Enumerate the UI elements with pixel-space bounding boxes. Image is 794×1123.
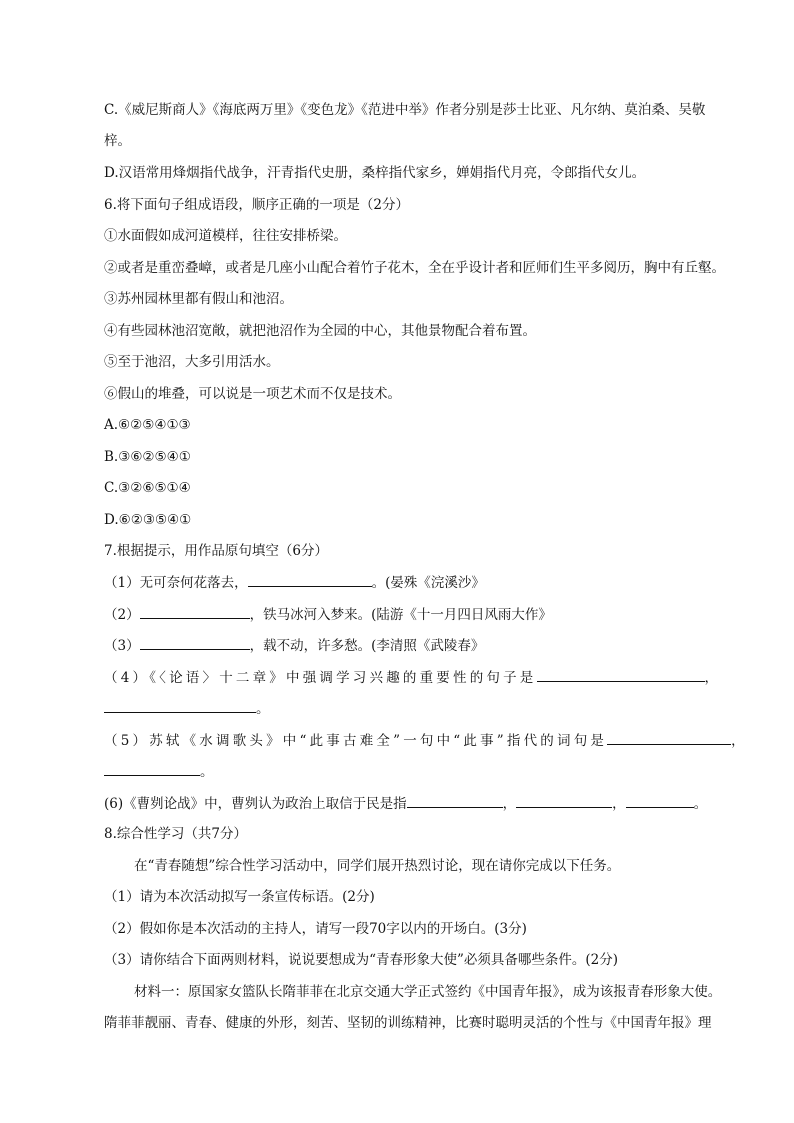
q7-item-5-comma: ， bbox=[731, 733, 748, 749]
q7-item-4-continued bbox=[104, 698, 270, 719]
q7-item-4 bbox=[104, 667, 721, 688]
q7-item-6-blank-1[interactable] bbox=[407, 793, 503, 808]
q8-task-1: （1）请为本次活动拟写一条宣传标语。(2分) bbox=[104, 889, 375, 905]
q7-item-5-blank-1[interactable] bbox=[607, 730, 731, 745]
q7-item-2-prefix: （2） bbox=[104, 607, 140, 623]
q7-item-5-continued bbox=[104, 761, 214, 782]
q7-item-6-blank-2[interactable] bbox=[516, 793, 612, 808]
q8-title: 8.综合性学习（共7分） bbox=[104, 826, 247, 842]
q8-material-1-line2: 隋菲菲靓丽、青春、健康的外形，刻苦、坚韧的训练精神，比赛时聪明灵活的个性与《中国青年报》理 bbox=[104, 1015, 712, 1031]
q6-option-d: D.⑥②③⑤④① bbox=[104, 512, 192, 528]
q6-option-b: B.③⑥②⑤④① bbox=[104, 449, 191, 465]
q7-item-6-sep-1: ， bbox=[502, 796, 517, 812]
q7-item-6-sep-2: ， bbox=[612, 796, 626, 812]
q7-item-5-end: 。 bbox=[200, 764, 214, 780]
q7-item-1-prefix: （1）无可奈何花落去， bbox=[104, 575, 248, 591]
q7-item-4-end: 。 bbox=[256, 701, 270, 717]
q7-item-6 bbox=[104, 793, 707, 814]
q5-option-c-line2: 梓。 bbox=[104, 133, 131, 149]
q5-option-d: D.汉语常用烽烟指代战争，汗青指代史册，桑梓指代家乡，婵娟指代月亮，令郎指代女儿。 bbox=[104, 165, 646, 181]
q7-item-4-blank-2[interactable] bbox=[104, 698, 256, 713]
q8-intro: 在“青春随想”综合性学习活动中，同学们展开热烈讨论，现在请你完成以下任务。 bbox=[134, 858, 621, 874]
q7-item-3 bbox=[104, 635, 484, 656]
q7-item-2-suffix: ，铁马冰河入梦来。(陆游《十一月四日风雨大作》 bbox=[249, 607, 552, 623]
q8-task-3: （3）请你结合下面两则材料，说说要想成为“青春形象大使”必须具备哪些条件。(2分) bbox=[104, 952, 619, 968]
q7-item-5-blank-2[interactable] bbox=[104, 761, 200, 776]
q7-item-6-blank-3[interactable] bbox=[626, 793, 694, 808]
q5-option-c-line1: C.《威尼斯商人》《海底两万里》《变色龙》《范进中举》作者分别是莎士比亚、凡尔纳、莫泊桑、吴敬 bbox=[104, 102, 706, 118]
q6-sentence-3: ③苏州园林里都有假山和池沼。 bbox=[104, 291, 293, 307]
q6-sentence-5: ⑤至于池沼，大多引用活水。 bbox=[104, 354, 280, 370]
q6-sentence-6: ⑥假山的堆叠，可以说是一项艺术而不仅是技术。 bbox=[104, 386, 401, 402]
q6-sentence-2: ②或者是重峦叠嶂，或者是几座小山配合着竹子花木，全在乎设计者和匠师们生平多阅历，胸中有丘壑。 bbox=[104, 260, 725, 276]
q7-item-5 bbox=[104, 730, 748, 751]
q7-item-5-prefix: （5）苏轼《水调歌头》中“此事古难全”一句中“此事”指代的词句是 bbox=[104, 733, 608, 749]
q7-item-1-blank[interactable] bbox=[248, 572, 372, 587]
q6-sentence-4: ④有些园林池沼宽敞，就把池沼作为全园的中心，其他景物配合着布置。 bbox=[104, 323, 536, 339]
q7-item-1-suffix: 。(晏殊《浣溪沙》 bbox=[371, 575, 485, 591]
q6-option-c: C.③②⑥⑤①④ bbox=[104, 480, 191, 496]
q7-item-6-end: 。 bbox=[693, 796, 708, 812]
q7-item-4-prefix: （4）《〈论语〉十二章》中强调学习兴趣的重要性的句子是 bbox=[104, 670, 537, 686]
q6-title: 6.将下面句子组成语段，顺序正确的一项是（2分） bbox=[104, 197, 409, 213]
q6-sentence-1: ①水面假如成河道模样，往往安排桥梁。 bbox=[104, 228, 347, 244]
q7-item-6-prefix: (6)《曹刿论战》中，曹刿认为政治上取信于民是指 bbox=[104, 796, 407, 812]
q7-item-4-blank-1[interactable] bbox=[537, 667, 705, 682]
q7-item-2 bbox=[104, 604, 552, 625]
q8-task-2: （2）假如你是本次活动的主持人，请写一段70字以内的开场白。(3分) bbox=[104, 921, 527, 937]
q7-item-3-prefix: （3） bbox=[104, 638, 140, 654]
q7-item-3-suffix: ，载不动，许多愁。(李清照《武陵春》 bbox=[249, 638, 485, 654]
q7-title: 7.根据提示，用作品原句填空（6分） bbox=[104, 543, 328, 559]
q7-item-4-comma: ， bbox=[704, 670, 722, 686]
q8-material-1-line1: 材料一：原国家女篮队长隋菲菲在北京交通大学正式签约《中国青年报》，成为该报青春形象大使。 bbox=[134, 984, 722, 1000]
q7-item-3-blank[interactable] bbox=[140, 635, 250, 650]
q7-item-2-blank[interactable] bbox=[140, 604, 250, 619]
q6-option-a: A.⑥②⑤④①③ bbox=[104, 417, 191, 433]
q7-item-1 bbox=[104, 572, 485, 593]
